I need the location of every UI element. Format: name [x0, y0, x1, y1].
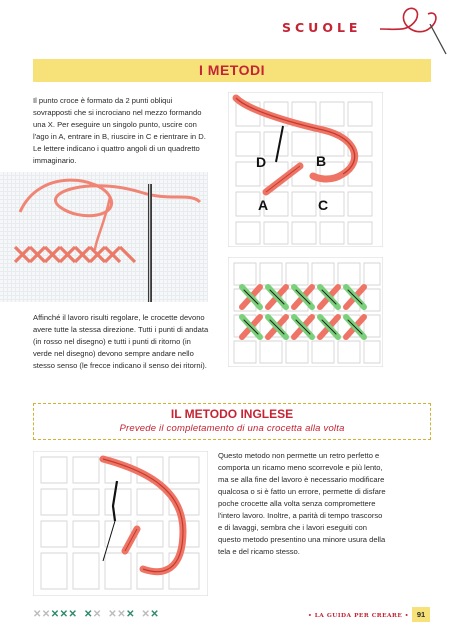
footer-decoration: ✕✕✕✕✕ ✕✕ ✕✕✕ ✕✕ — [33, 609, 160, 620]
intro-paragraph: Il punto croce è formato da 2 punti obliqui sovrapposti che si incrociano nel mezzo formando una X. Per eseguire un singolo punto, uscire con l'ago in A, entrare in B, riuscire in C e rientrare in D. Le lettere indicano i quattro angoli di un quadretto immaginario. — [33, 96, 206, 165]
english-method-paragraph: Questo metodo non permette un retro perfetto e comporta un ricamo meno scorrevole e più lento, ma se alla fine del lavoro è necessario modificare qualcosa o si è fatto un errore, permette di disfare poche crocette alla volta senza compromettere l'intero lavoro. Inoltre, a parità di tempo trascorso e di lavaggi, sembra che i lavori eseguiti con questo metodo presentino una minore usura della tela e del ricamo stesso. — [218, 451, 386, 556]
section-title: I METODI — [199, 62, 265, 78]
logo-text: SCUOLE — [282, 20, 362, 35]
embroidery-photo — [0, 172, 208, 302]
label-c: C — [318, 197, 329, 213]
page-number: 91 — [412, 607, 430, 622]
label-b: B — [316, 153, 327, 169]
stitch-diagram-english — [33, 451, 208, 596]
method-subtitle: Prevede il completamento di una crocetta alla volta — [119, 423, 345, 434]
footer-text: • LA GUIDA PER CREARE • — [308, 613, 409, 619]
direction-paragraph: Affinché il lavoro risulti regolare, le crocette devono avere tutte la stessa direzione. Tutti i punti di andata (in rosso nel disegno) e tutti i punti di ritorno (in verde nel disegno) devono sempre andare nello stesso senso (le frecce indicano il senso dei ritorni). — [33, 313, 209, 370]
method-title: IL METODO INGLESE — [170, 407, 294, 421]
logo-swirl-icon — [378, 2, 448, 57]
stitch-diagram-direction — [228, 257, 383, 367]
label-a: A — [258, 197, 269, 213]
stitch-diagram-abcd — [228, 92, 383, 247]
label-d: D — [256, 154, 267, 170]
